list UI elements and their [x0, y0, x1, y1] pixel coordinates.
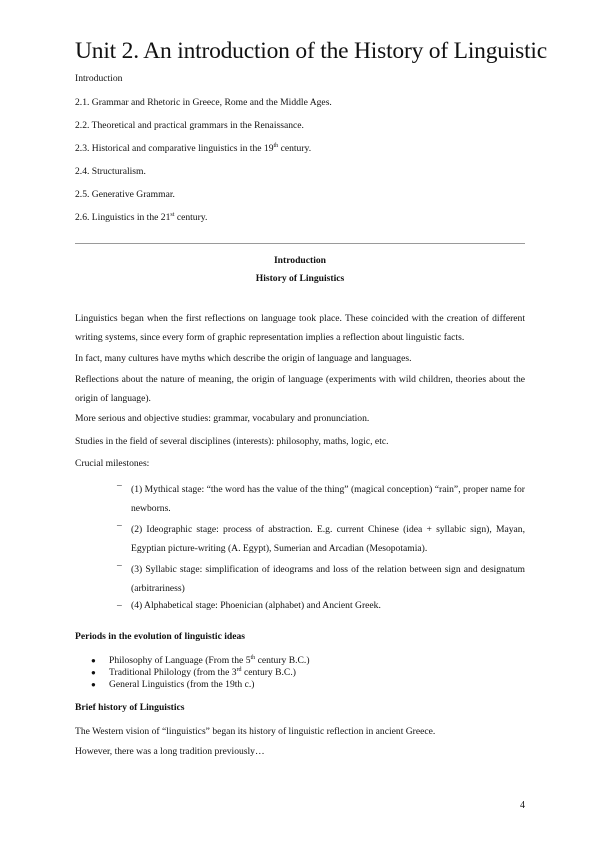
section-heading: Introduction [273, 255, 327, 266]
toc-item-2-6: 2.6. Linguistics in the 21st century. [75, 211, 208, 223]
toc-item-2-3: 2.3. Historical and comparative linguistics in the 19th century. [75, 142, 312, 154]
brief-history-heading: Brief history of Linguistics [75, 702, 185, 713]
dash-marker: – [117, 480, 122, 491]
page-number: 4 [520, 800, 525, 811]
page-title: Unit 2. An introduction of the History of Linguistic [75, 38, 547, 64]
toc-item-2-2: 2.2. Theoretical and practical grammars in the Renaissance. [75, 120, 304, 131]
paragraph-disciplines: Studies in the field of several disciplines (interests): philosophy, maths, logic, etc. [75, 436, 389, 447]
bullet-icon: ● [91, 680, 96, 689]
toc-item-2-1: 2.1. Grammar and Rhetoric in Greece, Rome and the Middle Ages. [75, 97, 332, 108]
toc-item-2-5: 2.5. Generative Grammar. [75, 189, 175, 200]
horizontal-divider [75, 243, 525, 244]
dash-marker: – [117, 600, 122, 611]
periods-heading: Periods in the evolution of linguistic ideas [75, 631, 246, 642]
paragraph-milestones-label: Crucial milestones: [75, 458, 150, 469]
paragraph-myths: In fact, many cultures have myths which describe the origin of language and languages. [75, 353, 412, 364]
toc-intro: Introduction [75, 73, 123, 84]
period-item: General Linguistics (from the 19th c.) [109, 679, 255, 690]
bullet-icon: ● [91, 668, 96, 677]
milestone-item: (3) Syllabic stage: simplification of ideograms and loss of the relation between sign and designatum (arbitrariness) [131, 564, 525, 594]
milestone-item: (2) Ideographic stage: process of abstraction. E.g. current Chinese (idea + syllabic sign), Mayan, Egyptian picture-writing (A. Egypt), Sumerian and Arcadian (Mesopotamia). [131, 524, 525, 554]
section-subheading: History of Linguistics [255, 273, 345, 284]
paragraph-intro: Linguistics began when the first reflections on language took place. These coincided with the creation of different writing systems, since every form of graphic representation implies a reflection about linguistic facts. [75, 313, 525, 343]
milestone-item: (4) Alphabetical stage: Phoenician (alphabet) and Ancient Greek. [131, 600, 381, 611]
dash-marker: – [117, 560, 122, 571]
bullet-icon: ● [91, 656, 96, 665]
paragraph-studies: More serious and objective studies: grammar, vocabulary and pronunciation. [75, 413, 370, 424]
toc-item-2-4: 2.4. Structuralism. [75, 166, 146, 177]
brief-history-paragraph: The Western vision of “linguistics” began its history of linguistic reflection in ancient Greece. [75, 726, 436, 737]
dash-marker: – [117, 520, 122, 531]
milestone-item: (1) Mythical stage: “the word has the value of the thing” (magical conception) “rain”, proper name for newborns. [131, 484, 525, 514]
period-item: Traditional Philology (from the 3rd century B.C.) [109, 666, 296, 678]
period-item: Philosophy of Language (From the 5th century B.C.) [109, 654, 310, 666]
paragraph-reflections: Reflections about the nature of meaning, the origin of language (experiments with wild children, theories about the origin of language). [75, 374, 525, 404]
brief-history-paragraph: However, there was a long tradition previously… [75, 746, 265, 757]
